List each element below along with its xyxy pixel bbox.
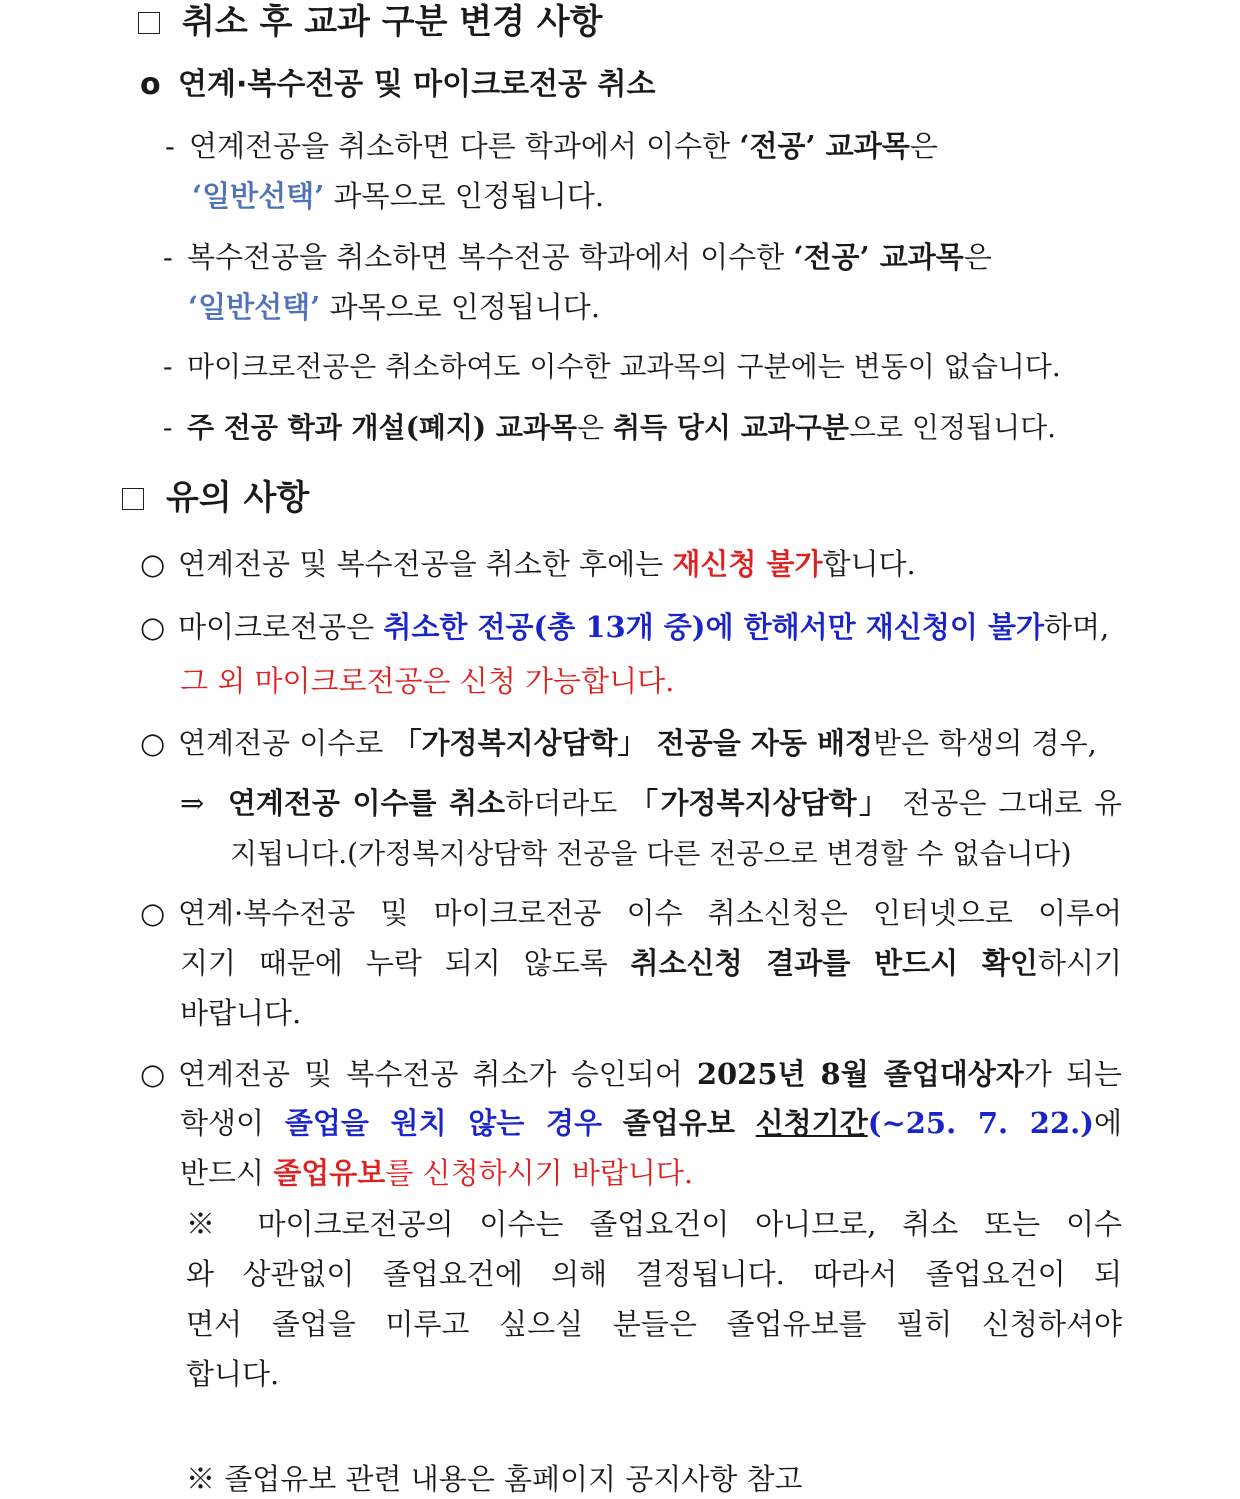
checkbox-square-icon: [138, 12, 160, 34]
note5-ref-line3: 면서 졸업을 미루고 싶으실 분들은 졸업유보를 필히 신청하셔야: [186, 1307, 1122, 1341]
dash-icon: -: [165, 129, 175, 163]
note5-line2: 학생이 졸업을 원치 않는 경우 졸업유보 신청기간(~25. 7. 22.)에: [180, 1106, 1122, 1140]
bullet-circle-icon: ○: [140, 896, 166, 930]
dash-icon: -: [163, 350, 173, 383]
note4-line2: 지기 때문에 누락 되지 않도록 취소신청 결과를 반드시 확인하시기: [180, 946, 1122, 980]
dash-icon: -: [163, 240, 173, 274]
note5-line1: ○ 연계전공 및 복수전공 취소가 승인되어 2025년 8월 졸업대상자가 되는: [140, 1054, 1122, 1094]
checkbox-square-icon: [122, 488, 144, 510]
implies-arrow-icon: ⇒: [180, 786, 205, 820]
bullet-o-icon: o: [140, 67, 161, 102]
note2-line1: ○ 마이크로전공은 취소한 전공(총 13개 중)에 한해서만 재신청이 불가하며,: [140, 607, 1109, 647]
section2-heading: 유의 사항: [122, 476, 309, 520]
section1-heading: 취소 후 교과 구분 변경 사항: [138, 0, 602, 44]
note5-ref-line4: 합니다.: [186, 1357, 280, 1391]
section1-item2-line2: ‘일반선택’ 과목으로 인정됩니다.: [188, 290, 601, 324]
section1-subheading: o 연계·복수전공 및 마이크로전공 취소: [140, 65, 655, 105]
section1-item1-line1: - 연계전공을 취소하면 다른 학과에서 이수한 ‘전공’ 교과목은: [165, 126, 938, 166]
section1-item3: - 마이크로전공은 취소하여도 이수한 교과목의 구분에는 변동이 없습니다.: [163, 347, 1061, 387]
note5-line3: 반드시 졸업유보를 신청하시기 바랍니다.: [180, 1156, 694, 1190]
bullet-circle-icon: ○: [140, 547, 166, 581]
dash-icon: -: [163, 411, 173, 444]
note5-ref-line1: ※ 마이크로전공의 이수는 졸업요건이 아니므로, 취소 또는 이수: [186, 1207, 1122, 1241]
footnote: ※ 졸업유보 관련 내용은 홈페이지 공지사항 참고: [186, 1462, 803, 1496]
bullet-circle-icon: ○: [140, 726, 166, 760]
note3-line1: ○ 연계전공 이수로 「가정복지상담학」 전공을 자동 배정받은 학생의 경우,: [140, 723, 1097, 763]
bullet-circle-icon: ○: [140, 610, 166, 644]
note5-ref-line2: 와 상관없이 졸업요건에 의해 결정됩니다. 따라서 졸업요건이 되: [186, 1257, 1122, 1291]
note3-line2: ⇒ 연계전공 이수를 취소하더라도 「가정복지상담학」 전공은 그대로 유: [180, 786, 1122, 820]
note4-line3: 바랍니다.: [180, 996, 302, 1030]
section1-item4: - 주 전공 학과 개설(폐지) 교과목은 취득 당시 교과구분으로 인정됩니다.: [163, 408, 1056, 448]
bullet-circle-icon: ○: [140, 1057, 166, 1091]
section1-item2-line1: - 복수전공을 취소하면 복수전공 학과에서 이수한 ‘전공’ 교과목은: [163, 237, 992, 277]
note2-line2: 그 외 마이크로전공은 신청 가능합니다.: [180, 664, 675, 698]
note3-line3: 지됩니다.(가정복지상담학 전공을 다른 전공으로 변경할 수 없습니다): [230, 837, 1072, 870]
section1-item1-line2: ‘일반선택’ 과목으로 인정됩니다.: [192, 179, 605, 213]
note4-line1: ○ 연계·복수전공 및 마이크로전공 이수 취소신청은 인터넷으로 이루어: [140, 893, 1122, 933]
note1: ○ 연계전공 및 복수전공을 취소한 후에는 재신청 불가합니다.: [140, 544, 916, 584]
